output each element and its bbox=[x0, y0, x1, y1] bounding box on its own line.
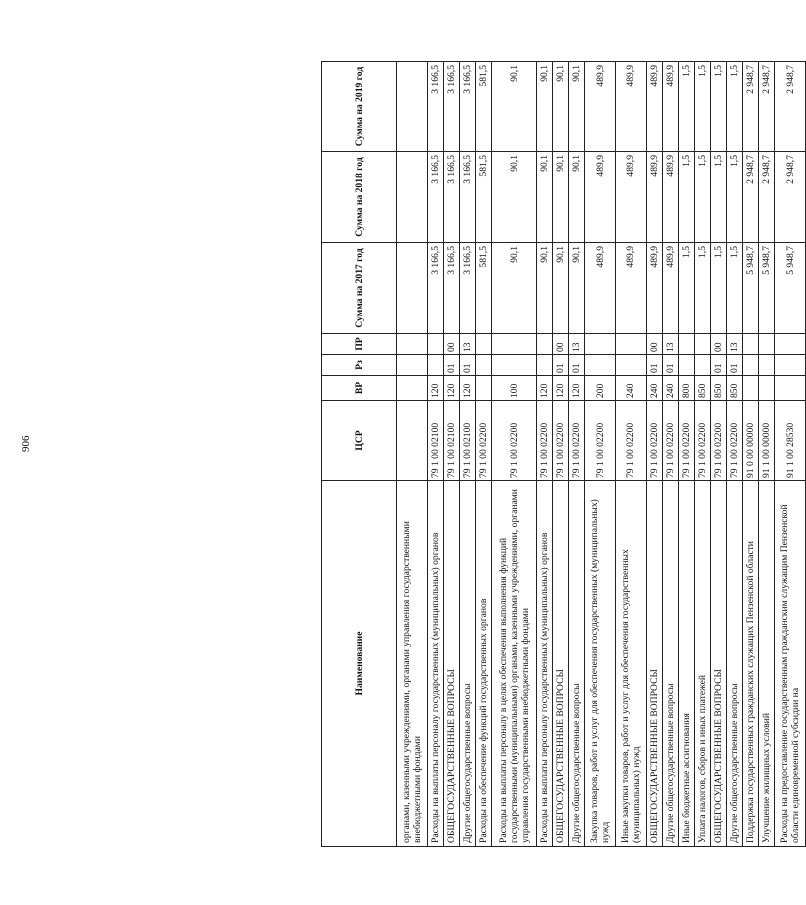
row-2019-cell: 2 948,7 bbox=[743, 62, 759, 152]
row-rz-cell bbox=[427, 355, 443, 376]
row-vr-cell: 200 bbox=[585, 376, 616, 401]
row-2017-cell: 1,5 bbox=[678, 243, 694, 334]
row-name-cell: Поддержка государственных гражданских служащих Пензенской области bbox=[743, 481, 759, 847]
row-2017-cell: 90,1 bbox=[491, 243, 536, 334]
table-row bbox=[678, 62, 694, 847]
row-csr-cell: 91 1 00 00000 bbox=[759, 401, 775, 481]
row-pr-cell: 00 bbox=[443, 334, 459, 355]
row-csr-cell: 79 1 00 02200 bbox=[537, 401, 553, 481]
row-pr-cell: 13 bbox=[662, 334, 678, 355]
table-row bbox=[475, 62, 491, 847]
row-2017-cell: 90,1 bbox=[553, 243, 569, 334]
row-2018-cell: 1,5 bbox=[678, 152, 694, 243]
row-2019-cell: 90,1 bbox=[569, 62, 585, 152]
row-name-cell: Уплата налогов, сборов и иных платежей bbox=[694, 481, 710, 847]
row-rz-cell: 01 bbox=[662, 355, 678, 376]
row-2018-cell: 2 948,7 bbox=[775, 152, 806, 243]
row-2018-cell: 90,1 bbox=[553, 152, 569, 243]
row-csr-cell: 79 1 00 02200 bbox=[491, 401, 536, 481]
row-csr-cell: 79 1 00 02200 bbox=[585, 401, 616, 481]
row-2018-cell: 489,9 bbox=[646, 152, 662, 243]
table-row bbox=[743, 62, 759, 847]
row-2017-cell: 489,9 bbox=[585, 243, 616, 334]
row-2017-cell: 3 166,5 bbox=[427, 243, 443, 334]
row-2018-cell: 1,5 bbox=[727, 152, 743, 243]
table-row bbox=[553, 62, 569, 847]
row-2017-cell: 489,9 bbox=[616, 243, 647, 334]
row-csr-cell: 79 1 00 02200 bbox=[694, 401, 710, 481]
row-pr-cell: 13 bbox=[727, 334, 743, 355]
row-pr-cell bbox=[678, 334, 694, 355]
table-row bbox=[569, 62, 585, 847]
table-row bbox=[727, 62, 743, 847]
row-csr-cell: 79 1 00 02200 bbox=[662, 401, 678, 481]
row-2019-cell: 2 948,7 bbox=[775, 62, 806, 152]
row-pr-cell: 00 bbox=[553, 334, 569, 355]
row-2017-cell: 5 948,7 bbox=[775, 243, 806, 334]
row-rz-cell: 01 bbox=[569, 355, 585, 376]
table-row bbox=[427, 62, 443, 847]
row-2019-cell: 489,9 bbox=[585, 62, 616, 152]
row-2019-cell bbox=[397, 62, 428, 152]
row-2018-cell: 1,5 bbox=[710, 152, 726, 243]
row-pr-cell bbox=[759, 334, 775, 355]
row-2019-cell: 90,1 bbox=[491, 62, 536, 152]
row-2018-cell: 3 166,5 bbox=[427, 152, 443, 243]
row-name-cell: Расходы на выплаты персоналу государственных (муниципальных) органов bbox=[537, 481, 553, 847]
row-name-cell: Иные закупки товаров, работ и услуг для обеспечения государственных (муниципальных) нужд bbox=[616, 481, 647, 847]
header-csr: ЦСР bbox=[322, 401, 397, 481]
row-csr-cell: 79 1 00 02200 bbox=[475, 401, 491, 481]
row-csr-cell: 79 1 00 02100 bbox=[443, 401, 459, 481]
row-2019-cell: 489,9 bbox=[616, 62, 647, 152]
row-2019-cell: 1,5 bbox=[694, 62, 710, 152]
row-pr-cell bbox=[775, 334, 806, 355]
table-row bbox=[646, 62, 662, 847]
budget-table bbox=[321, 61, 806, 847]
row-rz-cell: 01 bbox=[443, 355, 459, 376]
row-name-cell: Другие общегосударственные вопросы bbox=[662, 481, 678, 847]
table-row bbox=[759, 62, 775, 847]
row-csr-cell: 79 1 00 02200 bbox=[569, 401, 585, 481]
row-rz-cell bbox=[537, 355, 553, 376]
row-2019-cell: 581,5 bbox=[475, 62, 491, 152]
row-rz-cell: 01 bbox=[727, 355, 743, 376]
row-2017-cell bbox=[397, 243, 428, 334]
row-csr-cell: 79 1 00 02100 bbox=[427, 401, 443, 481]
table-row bbox=[443, 62, 459, 847]
row-rz-cell bbox=[694, 355, 710, 376]
row-vr-cell bbox=[475, 376, 491, 401]
table-row bbox=[662, 62, 678, 847]
row-vr-cell: 240 bbox=[616, 376, 647, 401]
row-name-cell: Другие общегосударственные вопросы bbox=[459, 481, 475, 847]
row-2017-cell: 1,5 bbox=[727, 243, 743, 334]
row-2019-cell: 489,9 bbox=[646, 62, 662, 152]
table-row bbox=[491, 62, 536, 847]
row-vr-cell: 120 bbox=[443, 376, 459, 401]
row-vr-cell: 850 bbox=[694, 376, 710, 401]
row-2018-cell: 90,1 bbox=[537, 152, 553, 243]
row-vr-cell: 800 bbox=[678, 376, 694, 401]
header-2018: Сумма на 2018 год bbox=[322, 152, 397, 243]
row-pr-cell bbox=[397, 334, 428, 355]
row-vr-cell: 120 bbox=[553, 376, 569, 401]
table-row bbox=[694, 62, 710, 847]
row-name-cell: ОБЩЕГОСУДАРСТВЕННЫЕ ВОПРОСЫ bbox=[710, 481, 726, 847]
row-rz-cell bbox=[397, 355, 428, 376]
row-rz-cell bbox=[743, 355, 759, 376]
row-name-cell: ОБЩЕГОСУДАРСТВЕННЫЕ ВОПРОСЫ bbox=[443, 481, 459, 847]
row-vr-cell bbox=[759, 376, 775, 401]
row-csr-cell bbox=[397, 401, 428, 481]
row-name-cell: Другие общегосударственные вопросы bbox=[569, 481, 585, 847]
row-2019-cell: 3 166,5 bbox=[427, 62, 443, 152]
row-pr-cell bbox=[585, 334, 616, 355]
row-2019-cell: 3 166,5 bbox=[443, 62, 459, 152]
row-2019-cell: 1,5 bbox=[678, 62, 694, 152]
row-name-cell: ОБЩЕГОСУДАРСТВЕННЫЕ ВОПРОСЫ bbox=[553, 481, 569, 847]
row-csr-cell: 79 1 00 02200 bbox=[553, 401, 569, 481]
row-2019-cell: 2 948,7 bbox=[759, 62, 775, 152]
table-row bbox=[710, 62, 726, 847]
header-vr: ВР bbox=[322, 376, 397, 401]
header-2017: Сумма на 2017 год bbox=[322, 243, 397, 334]
row-2019-cell: 3 166,5 bbox=[459, 62, 475, 152]
row-csr-cell: 79 1 00 02200 bbox=[710, 401, 726, 481]
row-name-cell: Закупка товаров, работ и услуг для обеспечения государственных (муниципальных) нужд bbox=[585, 481, 616, 847]
row-rz-cell bbox=[759, 355, 775, 376]
table-row bbox=[397, 62, 428, 847]
row-pr-cell bbox=[743, 334, 759, 355]
row-vr-cell: 240 bbox=[662, 376, 678, 401]
row-vr-cell: 120 bbox=[427, 376, 443, 401]
row-2018-cell: 1,5 bbox=[694, 152, 710, 243]
row-2017-cell: 489,9 bbox=[646, 243, 662, 334]
row-2019-cell: 90,1 bbox=[553, 62, 569, 152]
row-pr-cell: 13 bbox=[569, 334, 585, 355]
row-csr-cell: 91 0 00 00000 bbox=[743, 401, 759, 481]
row-vr-cell: 120 bbox=[537, 376, 553, 401]
row-2017-cell: 5 948,7 bbox=[759, 243, 775, 334]
row-2017-cell: 3 166,5 bbox=[443, 243, 459, 334]
row-2018-cell: 581,5 bbox=[475, 152, 491, 243]
row-2018-cell: 90,1 bbox=[491, 152, 536, 243]
row-pr-cell bbox=[491, 334, 536, 355]
row-csr-cell: 91 1 00 28530 bbox=[775, 401, 806, 481]
row-csr-cell: 79 1 00 02100 bbox=[459, 401, 475, 481]
table-header-row bbox=[322, 62, 397, 847]
table-row bbox=[775, 62, 806, 847]
row-name-cell: Улучшение жилищных условий bbox=[759, 481, 775, 847]
row-name-cell: Иные бюджетные ассигнования bbox=[678, 481, 694, 847]
row-rz-cell bbox=[585, 355, 616, 376]
row-vr-cell: 240 bbox=[646, 376, 662, 401]
row-2018-cell: 90,1 bbox=[569, 152, 585, 243]
row-vr-cell: 850 bbox=[710, 376, 726, 401]
row-csr-cell: 79 1 00 02200 bbox=[616, 401, 647, 481]
row-2017-cell: 1,5 bbox=[694, 243, 710, 334]
row-2019-cell: 90,1 bbox=[537, 62, 553, 152]
row-pr-cell bbox=[427, 334, 443, 355]
header-name: Наименование bbox=[322, 481, 397, 847]
row-csr-cell: 79 1 00 02200 bbox=[678, 401, 694, 481]
row-rz-cell: 01 bbox=[553, 355, 569, 376]
row-csr-cell: 79 1 00 02200 bbox=[727, 401, 743, 481]
row-2019-cell: 1,5 bbox=[727, 62, 743, 152]
page-number: 906 bbox=[20, 435, 32, 452]
header-rz: Рз bbox=[322, 355, 397, 376]
row-pr-cell bbox=[694, 334, 710, 355]
row-pr-cell: 00 bbox=[646, 334, 662, 355]
row-rz-cell: 01 bbox=[459, 355, 475, 376]
row-2018-cell: 3 166,5 bbox=[459, 152, 475, 243]
table-row bbox=[459, 62, 475, 847]
row-rz-cell bbox=[491, 355, 536, 376]
row-2017-cell: 90,1 bbox=[569, 243, 585, 334]
row-2018-cell: 489,9 bbox=[662, 152, 678, 243]
row-2018-cell: 2 948,7 bbox=[759, 152, 775, 243]
row-pr-cell bbox=[475, 334, 491, 355]
row-rz-cell bbox=[775, 355, 806, 376]
header-2019: Сумма на 2019 год bbox=[322, 62, 397, 152]
row-vr-cell bbox=[743, 376, 759, 401]
row-rz-cell: 01 bbox=[710, 355, 726, 376]
row-2018-cell: 2 948,7 bbox=[743, 152, 759, 243]
row-2017-cell: 5 948,7 bbox=[743, 243, 759, 334]
row-name-cell: Расходы на выплаты персоналу государственных (муниципальных) органов bbox=[427, 481, 443, 847]
row-name-cell: ОБЩЕГОСУДАРСТВЕННЫЕ ВОПРОСЫ bbox=[646, 481, 662, 847]
row-2018-cell: 489,9 bbox=[585, 152, 616, 243]
row-2019-cell: 1,5 bbox=[710, 62, 726, 152]
row-name-cell: Расходы на предоставление государственным гражданским служащим Пензенской области единовременной субсидии на bbox=[775, 481, 806, 847]
row-vr-cell bbox=[775, 376, 806, 401]
row-vr-cell bbox=[397, 376, 428, 401]
row-2018-cell: 3 166,5 bbox=[443, 152, 459, 243]
row-csr-cell: 79 1 00 02200 bbox=[646, 401, 662, 481]
row-2017-cell: 90,1 bbox=[537, 243, 553, 334]
row-name-cell: органами, казенными учреждениями, органами управления государственными внебюджетными фондами bbox=[397, 481, 428, 847]
row-2018-cell bbox=[397, 152, 428, 243]
row-name-cell: Другие общегосударственные вопросы bbox=[727, 481, 743, 847]
row-rz-cell bbox=[475, 355, 491, 376]
row-2017-cell: 3 166,5 bbox=[459, 243, 475, 334]
table-row bbox=[616, 62, 647, 847]
row-rz-cell bbox=[616, 355, 647, 376]
row-name-cell: Расходы на обеспечение функций государственных органов bbox=[475, 481, 491, 847]
row-pr-cell bbox=[537, 334, 553, 355]
row-pr-cell: 13 bbox=[459, 334, 475, 355]
row-rz-cell: 01 bbox=[646, 355, 662, 376]
row-vr-cell: 100 bbox=[491, 376, 536, 401]
row-pr-cell bbox=[616, 334, 647, 355]
row-vr-cell: 120 bbox=[459, 376, 475, 401]
table-row bbox=[585, 62, 616, 847]
row-pr-cell: 00 bbox=[710, 334, 726, 355]
row-2018-cell: 489,9 bbox=[616, 152, 647, 243]
header-pr: ПР bbox=[322, 334, 397, 355]
row-2017-cell: 581,5 bbox=[475, 243, 491, 334]
row-2019-cell: 489,9 bbox=[662, 62, 678, 152]
row-2017-cell: 1,5 bbox=[710, 243, 726, 334]
row-vr-cell: 850 bbox=[727, 376, 743, 401]
row-name-cell: Расходы на выплаты персоналу в целях обеспечения выполнения функций государственными (муниципальными) органами, казенными учреждениями, органами управления государственными внебюджетными фондами bbox=[491, 481, 536, 847]
rotated-table-container bbox=[321, 62, 806, 847]
row-rz-cell bbox=[678, 355, 694, 376]
table-row bbox=[537, 62, 553, 847]
row-2017-cell: 489,9 bbox=[662, 243, 678, 334]
row-vr-cell: 120 bbox=[569, 376, 585, 401]
